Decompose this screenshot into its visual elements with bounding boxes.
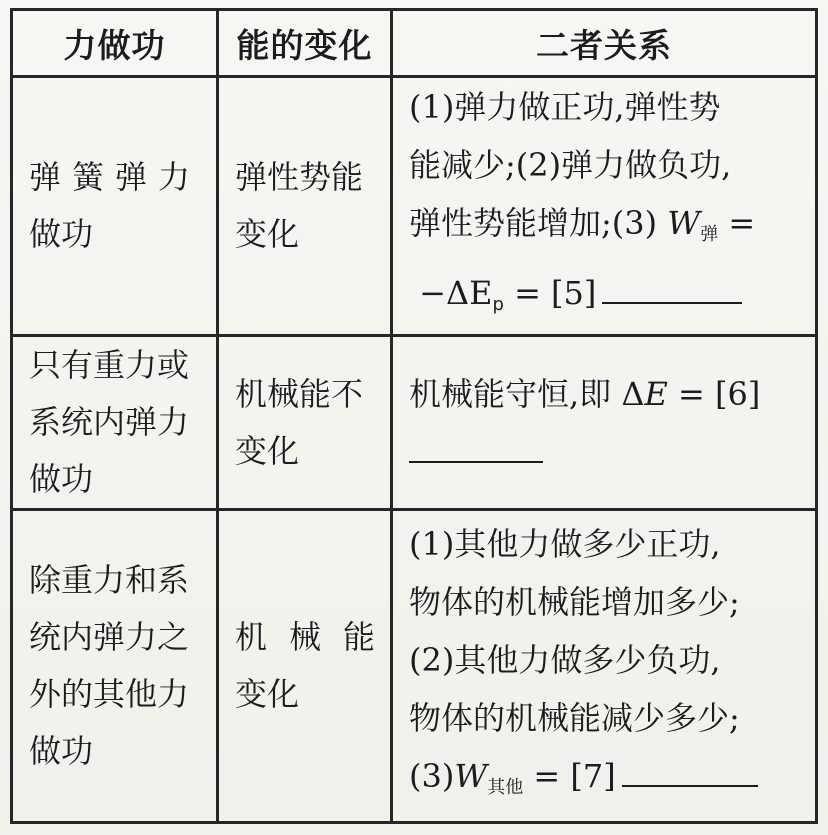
energy-symbol: E xyxy=(644,374,668,413)
change-cell xyxy=(218,510,398,823)
work-cell xyxy=(12,510,218,823)
change-cell xyxy=(218,77,392,336)
table-header-row xyxy=(12,10,817,77)
relation-cell xyxy=(392,77,817,336)
work-line: 只有重力或 xyxy=(29,346,190,384)
relation-line xyxy=(409,365,809,423)
header-energy-change: 能的变化 xyxy=(218,10,392,77)
relation-line: (2)其他力做多少负功, xyxy=(409,641,721,679)
relation-cell xyxy=(392,336,817,510)
header-work: 力做功 xyxy=(12,10,218,77)
work-line: 除重力和系 xyxy=(29,561,190,599)
work-symbol: W xyxy=(454,757,488,795)
table-row xyxy=(12,336,817,510)
work-line: 做功 xyxy=(29,215,94,253)
blank-label: = [6] xyxy=(667,374,761,413)
work-line: 外的其他力 xyxy=(29,675,190,713)
work-line: 弹簧弹力 xyxy=(29,158,202,196)
work-line: 做功 xyxy=(29,460,94,498)
relation-line: (1)弹力做正功,弹性势 xyxy=(409,88,721,126)
work-cell xyxy=(12,77,218,336)
relation-cell xyxy=(392,510,817,823)
work-energy-table xyxy=(10,8,818,824)
change-cell xyxy=(218,336,392,510)
change-line: 弹性势能 xyxy=(235,158,364,196)
relation-line xyxy=(409,747,809,817)
relation-text: 机械能守恒,即 Δ xyxy=(409,374,645,413)
answer-blank[interactable] xyxy=(622,784,758,787)
work-line: 系统内弹力 xyxy=(29,403,190,441)
answer-blank[interactable] xyxy=(602,301,742,304)
change-line: 机械能 xyxy=(235,618,398,656)
blank-label: = [5] xyxy=(503,274,597,312)
work-subscript: 弹 xyxy=(700,224,719,245)
change-line: 机械能不 xyxy=(235,374,364,413)
ep-subscript: p xyxy=(492,294,504,315)
relation-line xyxy=(409,194,809,264)
delta-ep: −ΔE xyxy=(419,274,493,312)
change-line: 变化 xyxy=(235,675,300,713)
answer-blank[interactable] xyxy=(409,460,543,463)
work-subscript: 其他 xyxy=(487,777,524,798)
relation-line: 物体的机械能减少多少; xyxy=(409,699,740,737)
table-row xyxy=(12,77,817,336)
relation-line: (1)其他力做多少正功, xyxy=(409,525,721,563)
relation-text: (3) xyxy=(409,757,455,795)
table-row xyxy=(12,510,817,823)
relation-line xyxy=(409,423,809,481)
work-line: 做功 xyxy=(29,732,94,770)
relation-line: 能减少;(2)弹力做负功, xyxy=(409,146,732,184)
relation-line xyxy=(409,264,809,334)
work-cell xyxy=(12,336,218,510)
relation-text: 弹性势能增加;(3) xyxy=(409,204,658,242)
blank-label: = [7] xyxy=(523,757,616,795)
change-line: 变化 xyxy=(235,215,300,253)
work-line: 统内弹力之 xyxy=(29,618,190,656)
relation-text: = xyxy=(718,204,756,242)
relation-line: 物体的机械能增加多少; xyxy=(409,583,740,621)
header-relation: 二者关系 xyxy=(392,10,817,77)
change-line: 变化 xyxy=(235,431,300,470)
work-symbol: W xyxy=(667,204,701,242)
